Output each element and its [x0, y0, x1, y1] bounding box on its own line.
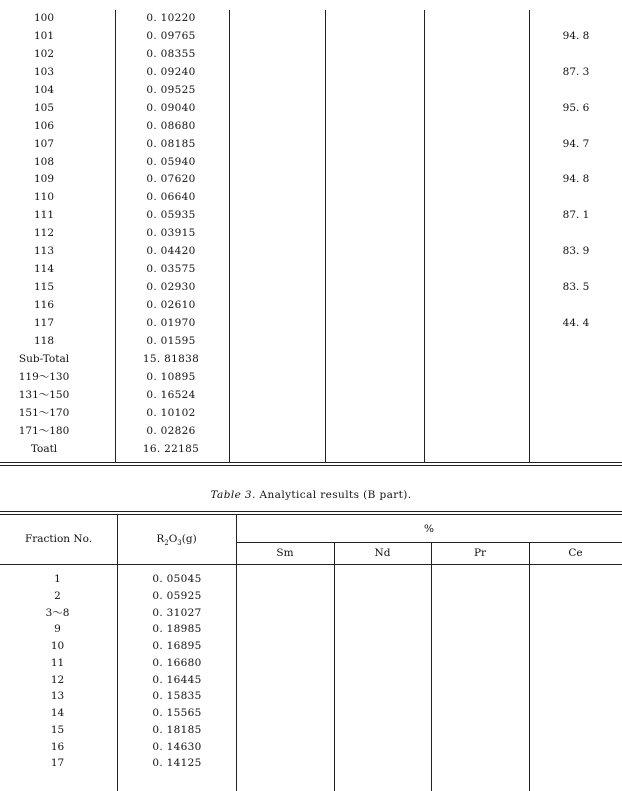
oxide-weight: 0. 08185 — [146, 137, 196, 150]
table-row — [0, 333, 622, 351]
fraction-no: 106 — [33, 119, 55, 132]
fraction-no: 15 — [50, 723, 65, 736]
fraction-no: 16 — [50, 740, 65, 753]
oxide-weight: 0. 15835 — [152, 690, 202, 703]
table-row — [0, 351, 622, 369]
table-2-bottom-rule — [0, 465, 622, 466]
oxide-weight: 0. 02930 — [146, 281, 196, 294]
table-row — [0, 441, 622, 459]
fraction-no: 112 — [33, 227, 55, 240]
fraction-no: 118 — [33, 334, 55, 347]
oxide-weight: 15. 81838 — [142, 352, 200, 365]
oxide-weight: 0. 04420 — [146, 245, 196, 258]
header-pr: Pr — [473, 547, 487, 559]
oxide-weight: 0. 16895 — [152, 640, 202, 652]
table-row — [0, 387, 622, 405]
fraction-no: 131～150 — [18, 388, 70, 401]
oxide-weight: 0. 02826 — [146, 424, 196, 437]
table-row — [0, 225, 622, 243]
fraction-no: 10 — [50, 640, 65, 652]
oxide-weight: 0. 15565 — [152, 707, 202, 719]
table-3-top-rule — [0, 514, 622, 515]
oxide-weight: 0. 31027 — [152, 606, 202, 619]
table-row — [0, 261, 622, 279]
oxide-weight: 0. 06640 — [146, 191, 196, 204]
purity-percent: 83. 5 — [562, 281, 590, 294]
fraction-no: 17 — [50, 757, 65, 770]
table-row — [0, 10, 622, 28]
table-row — [0, 64, 622, 82]
oxide-weight: 0. 03915 — [146, 227, 196, 240]
fraction-no: 104 — [33, 83, 55, 96]
table-row — [0, 369, 622, 387]
table-row — [0, 46, 622, 64]
fraction-no: 171～180 — [18, 424, 70, 437]
table-row — [0, 243, 622, 261]
table-row — [0, 279, 622, 297]
table-row — [0, 621, 622, 638]
table-row — [0, 207, 622, 225]
fraction-no: 2 — [54, 589, 61, 602]
fraction-no: 107 — [33, 137, 55, 150]
oxide-weight: 0. 08355 — [146, 47, 196, 60]
purity-percent: 94. 8 — [562, 173, 590, 186]
oxide-weight: 0. 10895 — [146, 370, 196, 383]
fraction-no: 110 — [33, 191, 55, 204]
fraction-no: 111 — [33, 209, 55, 222]
table-3-caption-label: Table 3. — [210, 489, 256, 501]
table-3-top-rule — [0, 511, 622, 512]
header-ce: Ce — [568, 547, 583, 559]
oxide-weight: 0. 09240 — [146, 65, 196, 78]
fraction-no: 151～170 — [18, 406, 70, 419]
table-row — [0, 722, 622, 739]
oxide-weight: 0. 10102 — [146, 406, 196, 419]
oxide-weight: 0. 16680 — [152, 656, 202, 669]
fraction-no: 105 — [33, 101, 55, 114]
oxide-weight: 0. 09765 — [146, 29, 196, 42]
fraction-no: 119～130 — [18, 370, 70, 383]
fraction-no: 108 — [33, 155, 55, 168]
table-row — [0, 588, 622, 605]
fraction-no: 113 — [33, 245, 55, 258]
table-2-continuation — [0, 10, 622, 458]
table-row — [0, 605, 622, 622]
fraction-no: 3～8 — [45, 606, 70, 619]
fraction-no: 116 — [33, 299, 55, 311]
header-percent: % — [424, 523, 434, 535]
oxide-weight: 0. 18185 — [152, 723, 202, 736]
table-row — [0, 28, 622, 46]
oxide-weight: 0. 08680 — [146, 119, 196, 132]
fraction-no: 101 — [33, 29, 55, 42]
oxide-weight: 0. 05935 — [146, 209, 196, 222]
fraction-no: 14 — [50, 707, 65, 719]
fraction-no: 100 — [33, 12, 55, 24]
purity-percent: 94. 7 — [562, 137, 590, 150]
fraction-no: Sub-Total — [18, 352, 70, 365]
fraction-no: 13 — [50, 690, 65, 703]
oxide-weight: 0. 05925 — [152, 589, 202, 602]
fraction-no: 109 — [33, 173, 55, 186]
table-row — [0, 755, 622, 772]
table-row — [0, 571, 622, 588]
oxide-weight: 0. 07620 — [146, 173, 196, 186]
fraction-no: 1 — [54, 573, 61, 585]
table-row — [0, 154, 622, 172]
fraction-no: 11 — [50, 656, 65, 669]
table-row — [0, 655, 622, 672]
oxide-weight: 0. 05045 — [152, 573, 202, 585]
oxide-weight: 0. 01595 — [146, 334, 196, 347]
table-2-bottom-rule — [0, 462, 622, 463]
fraction-no: 12 — [50, 673, 65, 686]
header-sm: Sm — [276, 547, 294, 559]
table-row — [0, 672, 622, 689]
table-row — [0, 136, 622, 154]
table-row — [0, 315, 622, 333]
table-row — [0, 405, 622, 423]
table-row — [0, 688, 622, 705]
fraction-no: 9 — [54, 623, 61, 636]
table-row — [0, 118, 622, 136]
table-3-caption-text: Analytical results (B part). — [259, 489, 412, 501]
table-row — [0, 189, 622, 207]
oxide-weight: 0. 14630 — [152, 740, 202, 753]
purity-percent: 95. 6 — [562, 101, 590, 114]
fraction-no: 102 — [33, 47, 55, 60]
table-3-caption — [0, 489, 622, 501]
header-r2o3-weight: $R_2O_3(g)$ — [156, 533, 197, 548]
fraction-no: Toatl — [30, 442, 58, 455]
oxide-weight: 0. 16445 — [152, 673, 202, 686]
purity-percent: 44. 4 — [562, 316, 590, 329]
purity-percent: 83. 9 — [562, 245, 590, 258]
table-row — [0, 82, 622, 100]
purity-percent: 87. 3 — [562, 65, 590, 78]
table-3-percent-rule — [236, 542, 622, 543]
oxide-weight: 0. 02610 — [146, 299, 196, 311]
table-row — [0, 423, 622, 441]
oxide-weight: 16. 22185 — [142, 442, 200, 455]
oxide-weight: 0. 03575 — [146, 263, 196, 276]
purity-percent: 87. 1 — [562, 209, 590, 222]
header-nd: Nd — [374, 547, 391, 559]
table-row — [0, 171, 622, 189]
oxide-weight: 0. 18985 — [152, 623, 202, 636]
oxide-weight: 0. 05940 — [146, 155, 196, 168]
table-row — [0, 100, 622, 118]
oxide-weight: 0. 09040 — [146, 101, 196, 114]
oxide-weight: 0. 01970 — [146, 316, 196, 329]
fraction-no: 114 — [33, 263, 55, 276]
table-row — [0, 739, 622, 756]
fraction-no: 115 — [33, 281, 55, 294]
table-row — [0, 638, 622, 655]
oxide-weight: 0. 09525 — [146, 83, 196, 96]
purity-percent: 94. 8 — [562, 29, 590, 42]
oxide-weight: 0. 16524 — [146, 388, 196, 401]
table-row — [0, 705, 622, 722]
oxide-weight: 0. 14125 — [152, 757, 202, 770]
header-fraction-no: Fraction No. — [24, 533, 93, 545]
oxide-weight: 0. 10220 — [146, 12, 196, 24]
fraction-no: 103 — [33, 65, 55, 78]
table-row — [0, 297, 622, 315]
fraction-no: 117 — [33, 316, 55, 329]
